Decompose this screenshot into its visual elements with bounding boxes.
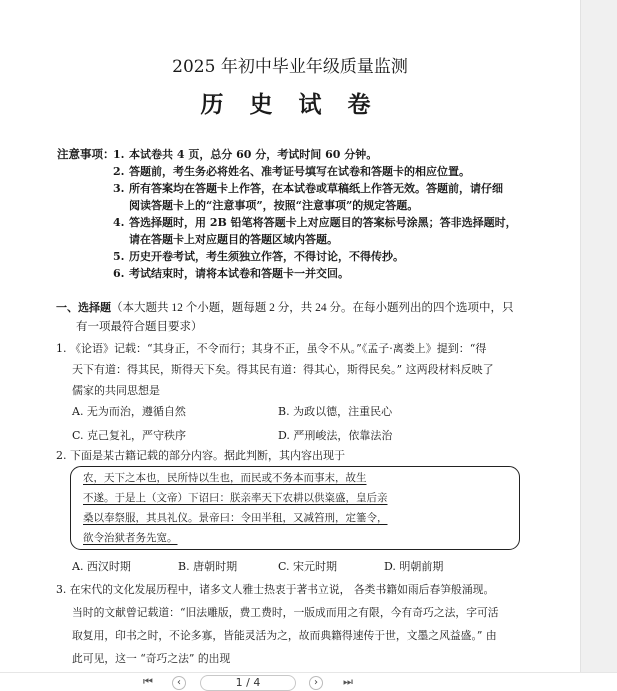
question-text: 当时的文献曾记载道：“旧法雕版，费工费时，一版成而用之有限，今有奇巧之法，字可活 — [72, 606, 499, 619]
option-c: C. 克己复礼，严守秩序 — [72, 429, 187, 442]
option-a: A. 无为而治，遵循自然 — [72, 405, 186, 418]
notice-item — [113, 146, 525, 163]
question-text: 取复用，印书之时，不论多寡，皆能灵活为之，故而典籍得速传于世，文墨之风益盛。” 由 — [72, 629, 497, 642]
notice-text: 答题前，考生务必将姓名、准考证号填写在试卷和答题卡的相应位置。 — [129, 165, 470, 178]
notice-item — [113, 163, 525, 180]
section-desc: （本大题共 12 个小题，题每题 2 分，共 24 分。在每小题列出的四个选项中，只 — [111, 302, 514, 314]
source-material-box — [70, 466, 520, 550]
question-2-stem — [56, 445, 526, 466]
notice-item — [113, 180, 525, 214]
section-title: 一、选择题 — [56, 301, 111, 314]
question-3 — [56, 578, 526, 670]
vertical-scrollbar[interactable] — [580, 0, 617, 672]
notice-text: 阅读答题卡上的“注意事项”，按照“注意事项”的规定答题。 — [129, 199, 419, 212]
notice-text: 所有答案均在答题卡上作答，在本试卷或草稿纸上作答无效。答题前，请仔细 — [129, 182, 503, 195]
question-text: 1. 《论语》记载：“其身正，不令而行；其身不正，虽令不从。”《孟子·离娄上》提到：“得 — [56, 342, 487, 355]
source-line: 欲令治狱者务先宽。 — [83, 533, 178, 544]
notice-number: 1. — [113, 148, 125, 161]
option-c: C. 宋元时期 — [278, 560, 338, 573]
notice-text: 考试结束时，请将本试卷和答题卡一并交回。 — [129, 267, 349, 280]
last-page-icon[interactable]: ⏭ — [343, 675, 353, 688]
question-text: 天下有道：得其民，斯得天下矣。得其民有道：得其心，斯得民矣。” 这两段材料反映了 — [72, 363, 494, 376]
question-text: 儒家的共同思想是 — [72, 384, 160, 397]
question-text: 3. 在宋代的文化发展历程中，诸多文人雅士热衷于著书立说， 各类书籍如雨后春笋般涌现。 — [56, 583, 495, 596]
page-navigation-bar — [0, 672, 617, 690]
page-number-input[interactable]: 1 / 4 — [200, 675, 296, 691]
notice-label: 注意事项： — [57, 147, 115, 161]
option-d: D. 严刑峻法，依靠法治 — [278, 429, 393, 442]
option-b: B. 为政以德，注重民心 — [278, 405, 393, 418]
notice-number: 3. — [113, 182, 125, 195]
notice-item — [113, 265, 525, 282]
notice-text: 历史开卷考试，考生须独立作答，不得讨论，不得传抄。 — [129, 250, 404, 263]
notice-number: 2. — [113, 165, 125, 178]
option-a: A. 西汉时期 — [72, 560, 131, 573]
next-page-icon[interactable]: › — [309, 676, 323, 690]
prev-page-icon[interactable]: ‹ — [172, 676, 186, 690]
exam-title: 2025 年初中毕业年级质量监测 — [172, 57, 408, 77]
source-line: 不遂。于是上（文帝）下诏曰：朕亲率天下农耕以供粢盛，皇后亲 — [83, 493, 388, 504]
notice-number: 6. — [113, 267, 125, 280]
question-1 — [56, 338, 526, 401]
question-text: 此可见，这一 “奇巧之法” 的出现 — [72, 652, 231, 665]
first-page-icon[interactable]: ⏮ — [143, 675, 153, 688]
notice-text: 请在答题卡上对应题目的答题区域内答题。 — [129, 233, 338, 246]
source-line: 桑以奉祭服，其具礼仪。景帝曰：令田半租，又减笞刑，定箠令， — [83, 513, 388, 524]
notice-item — [113, 214, 525, 248]
notice-text: 答选择题时，用 2B 铅笔将答题卡上对应题目的答案标号涂黑；答非选择题时， — [129, 216, 517, 229]
option-d: D. 明朝前期 — [384, 560, 444, 573]
notice-number: 4. — [113, 216, 125, 229]
notice-item — [113, 248, 525, 265]
notice-text: 本试卷共 4 页，总分 60 分，考试时间 60 分钟。 — [129, 148, 378, 161]
question-text: 2. 下面是某古籍记载的部分内容。据此判断，其内容出现于 — [56, 449, 345, 462]
section-heading — [56, 298, 526, 337]
notice-number: 5. — [113, 250, 125, 263]
option-b: B. 唐朝时期 — [178, 560, 238, 573]
section-desc: 有一项最符合题目要求） — [76, 321, 203, 333]
exam-subject: 历 史 试 卷 — [200, 91, 380, 118]
source-line: 农，天下之本也，民所恃以生也，而民或不务本而事末，故生 — [83, 473, 367, 484]
